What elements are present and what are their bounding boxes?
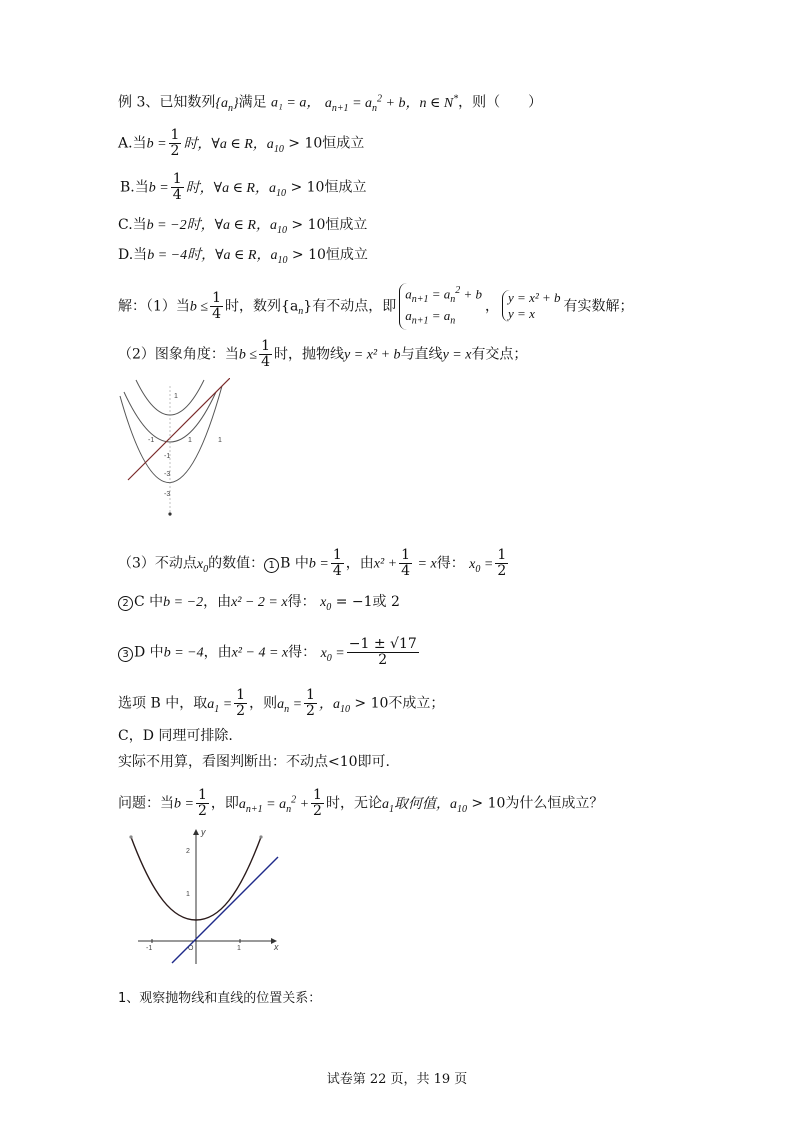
s9-eq: = a	[262, 796, 287, 812]
fraction	[210, 291, 223, 322]
solution-step-2	[118, 339, 527, 370]
option-a-b: b =	[146, 136, 167, 152]
fraction	[196, 788, 209, 819]
s4-res: = −1或 2	[331, 594, 400, 610]
sol2-lead: （2）图象角度：当	[118, 346, 239, 363]
s3-eq2: = x	[414, 556, 437, 572]
seq-sub: n	[227, 102, 233, 114]
option-b-sub: 10	[276, 187, 286, 199]
fraction	[169, 128, 182, 159]
s6-an-sub: n	[284, 703, 290, 715]
rel1: a₁ = a，	[271, 95, 321, 111]
fixed-point-d	[118, 637, 421, 668]
s5-text: D 中	[134, 644, 164, 661]
frac-num: 1	[401, 547, 411, 563]
rel2-star: *	[453, 93, 459, 104]
frac-num: 1	[197, 787, 207, 803]
sol1-mid: 时，数列{a	[225, 298, 299, 315]
s6-sub: 10	[339, 703, 350, 715]
s1a-sup: 2	[455, 285, 461, 296]
rel2-sub2: n	[372, 102, 378, 114]
fraction	[304, 688, 317, 719]
fraction	[234, 688, 247, 719]
s5-x: x	[320, 645, 327, 661]
frac-den: 4	[261, 354, 271, 370]
frac-den: 2	[197, 803, 207, 819]
frac-num: −1 ± √17	[348, 636, 417, 652]
parabola-upper	[136, 380, 204, 415]
frac-num: 1	[172, 171, 182, 187]
sol2-b: b ≤	[238, 347, 258, 363]
frac-den: 4	[332, 563, 342, 579]
s4-eq: x² − 2 = x	[231, 595, 288, 610]
option-c-rest: 时，∀a ∈ R，a	[186, 218, 277, 233]
circled-number: 3	[118, 647, 133, 662]
sol1-lead: 解：（1）当	[118, 298, 190, 315]
s9-a1-sub: 1	[388, 803, 394, 815]
fraction	[171, 172, 184, 203]
origin-label: O	[188, 945, 194, 952]
option-b-check	[118, 688, 444, 719]
s9-a-sub: n+1	[245, 803, 263, 815]
rel2-sup: 2	[377, 93, 383, 104]
option-c-expr: b = −2	[146, 218, 187, 233]
s8-text: 实际不用算，看图判断出：不动点<10即可.	[118, 754, 390, 770]
s7-text: C，D 同理可排除.	[118, 728, 233, 744]
s5-eqs: =	[331, 645, 345, 661]
option-d-expr: b = −4	[147, 248, 188, 263]
frac-den: 2	[313, 803, 322, 819]
exclusion-note	[118, 726, 233, 746]
s1a-sub: n+1	[411, 293, 429, 305]
s1a-tail: + b	[460, 286, 483, 302]
s5-x-sub: 0	[326, 652, 332, 664]
s4-text: C 中	[134, 594, 164, 610]
s4-x-sub: 0	[326, 601, 332, 613]
s5-mid: ，由	[203, 644, 232, 661]
fraction	[259, 339, 272, 370]
sol1-tail: 有实数解；	[563, 298, 634, 315]
s9-mid: ，即	[210, 795, 239, 812]
s5-eq: x² − 4 = x	[231, 645, 289, 661]
s5-mid2: 得：	[288, 644, 317, 661]
s6-tail: > 10不成立；	[349, 695, 445, 712]
example-stem	[118, 89, 542, 118]
x-tick-neg1: -1	[146, 945, 153, 952]
frac-num: 1	[313, 787, 322, 803]
s9-tail: > 10为什么恒成立？	[466, 795, 604, 812]
rel2-sub: n+1	[331, 102, 349, 114]
line-y-equals-x	[172, 857, 278, 963]
option-c-lead: C.当	[118, 217, 147, 233]
g1-tick-2: -1	[164, 453, 171, 460]
s1b-sub: n+1	[411, 315, 429, 327]
s3-x: x	[469, 556, 476, 572]
stem-mid: 满足	[238, 94, 267, 111]
fixed-point-c	[118, 592, 400, 618]
s6-a1-sub: 1	[214, 703, 220, 715]
s9-b: b =	[174, 796, 194, 812]
frac-den: 4	[401, 563, 411, 579]
sol1-b: b ≤	[189, 299, 209, 315]
option-a-lead: A.当	[118, 135, 147, 152]
s3-eq: x² +	[373, 556, 398, 572]
option-a-rest: 时，∀a ∈ R，a	[183, 136, 274, 152]
s9-mid3: 取何值，a	[393, 796, 457, 812]
frac-den: 4	[212, 305, 222, 322]
seq-open: {a	[215, 95, 228, 111]
g1-tick-3: 1	[188, 437, 192, 444]
s1b: a	[405, 307, 412, 323]
option-c-tail: > 10恒成立	[286, 217, 368, 233]
s1a-sub2: n	[450, 293, 456, 305]
frac-den: 4	[172, 187, 182, 203]
x-tick-1: 1	[237, 945, 241, 952]
option-d-tail: > 10恒成立	[287, 247, 368, 263]
s6-eq: =	[219, 696, 233, 712]
sol1-mid2: }有不动点，即	[303, 298, 397, 315]
s2a: y = x² + b	[508, 290, 561, 306]
s6-lead: 选项 B 中，取	[118, 695, 208, 712]
frac-num: 1	[212, 289, 222, 306]
rel2-tail: + b，n ∈ N	[382, 95, 454, 111]
sol2-mid2: 与直线	[400, 346, 443, 363]
rel2: a	[324, 95, 332, 111]
s3-x0: x	[196, 556, 204, 572]
frac-den: 2	[236, 703, 246, 719]
option-a	[118, 128, 364, 159]
sol1-comma: ，	[485, 298, 500, 315]
option-d	[118, 245, 368, 271]
frac-num: 1	[306, 687, 315, 703]
s3-eqs: =	[480, 556, 494, 572]
s6-a1: a	[207, 696, 215, 712]
endpoint-right	[259, 835, 262, 838]
sol1-sub: n	[298, 306, 304, 318]
question-line	[118, 788, 603, 819]
circled-number: 1	[264, 558, 279, 573]
vertex-point	[168, 512, 171, 515]
option-a-sub: 10	[273, 143, 284, 155]
graph-judgement-note	[118, 752, 390, 772]
parabola-line-graph	[128, 826, 286, 968]
s3-mid3: 得：	[436, 555, 465, 572]
g1-tick-4: 1	[218, 437, 222, 444]
rel2-rest: = a	[348, 95, 373, 111]
fraction	[311, 788, 324, 819]
s6-mid2: ，a	[318, 696, 340, 712]
x-axis-label: x	[274, 942, 279, 952]
frac-num: 1	[236, 687, 246, 703]
s9-a: a	[238, 796, 246, 812]
seq-close: }	[232, 95, 239, 111]
s9-mid2: 时，无论	[325, 795, 382, 812]
frac-den: 2	[497, 563, 507, 579]
s3-x-sub: 0	[475, 563, 481, 575]
option-d-lead: D.当	[118, 247, 148, 263]
frac-den: 2	[170, 143, 180, 159]
s6-an: a	[277, 696, 285, 712]
s5-expr: b = −4	[163, 645, 204, 661]
sol2-expr1: y = x² + b	[344, 347, 401, 363]
s9-a1: a	[381, 796, 389, 812]
frac-den: 2	[347, 652, 419, 668]
s9-plus: +	[296, 796, 310, 812]
option-b-b: b =	[148, 180, 169, 196]
fixed-point-b	[118, 548, 510, 579]
observe-heading	[118, 989, 321, 1009]
y-tick-2: 2	[186, 848, 190, 855]
example-label: 例 3、已知数列	[118, 94, 216, 111]
frac-den: 2	[306, 703, 315, 719]
s3-b: b =	[308, 556, 329, 572]
fraction	[399, 548, 412, 579]
solution-step-1	[118, 283, 634, 330]
s3-lead: （3）不动点	[118, 555, 197, 572]
s6-eq2: =	[289, 696, 303, 712]
frac-num: 1	[332, 547, 342, 563]
page-footer: 试卷第 22 页，共 19 页	[326, 1072, 468, 1087]
s6-mid: ，则	[249, 695, 278, 712]
s1b-sub2: n	[450, 315, 456, 327]
s3-x0-sub: 0	[203, 563, 209, 575]
y-axis-label: y	[201, 827, 206, 837]
s4-mid: ，由	[203, 594, 232, 610]
s3-b-text: B 中	[280, 555, 309, 572]
s9-sup: 2	[291, 793, 297, 805]
g1-tick-6: -3	[164, 491, 171, 498]
s9-sub2: n	[286, 803, 292, 815]
g1-tick-0: 1	[174, 393, 178, 400]
s10-text: 1、观察抛物线和直线的位置关系：	[118, 991, 322, 1006]
s4-expr: b = −2	[163, 595, 204, 610]
s1b-rest: = a	[428, 307, 451, 323]
s9-sub: 10	[456, 803, 467, 815]
equation-system-2	[502, 290, 560, 322]
y-tick-1: 1	[186, 891, 190, 898]
s9-lead: 问题：当	[118, 795, 174, 812]
option-b-rest: 时，∀a ∈ R，a	[185, 180, 276, 196]
sol2-mid: 时，抛物线	[274, 346, 345, 363]
option-d-sub: 10	[277, 254, 288, 266]
parabola-family-graph	[118, 378, 230, 518]
option-c	[118, 215, 367, 241]
s4-x: x	[320, 595, 327, 610]
option-a-tail: > 10恒成立	[283, 135, 365, 152]
s1a: a	[405, 286, 412, 302]
option-b-tail: > 10恒成立	[286, 179, 367, 196]
frac-num: 1	[497, 547, 507, 563]
circled-number: 2	[118, 596, 133, 611]
fraction	[347, 637, 419, 668]
fraction	[331, 548, 344, 579]
g1-tick-1: -1	[148, 437, 155, 444]
fraction	[495, 548, 508, 579]
endpoint-left	[129, 835, 132, 838]
s2b: y = x	[508, 306, 535, 322]
stem-tail: ，则（ ）	[458, 94, 543, 111]
sol2-expr2: y = x	[442, 347, 472, 363]
frac-num: 1	[261, 338, 271, 354]
option-b	[120, 172, 366, 203]
s3-mid: 的数值：	[208, 555, 265, 572]
s3-mid2: ，由	[345, 555, 374, 572]
frac-num: 1	[170, 127, 180, 143]
sol2-tail: 有交点；	[471, 346, 528, 363]
s1a-rest: = a	[428, 286, 451, 302]
option-b-lead: B.当	[120, 179, 149, 196]
g1-tick-5: -3	[164, 471, 171, 478]
option-c-sub: 10	[276, 224, 287, 236]
s4-mid2: 得：	[287, 594, 316, 610]
option-d-rest: 时，∀a ∈ R，a	[187, 248, 278, 263]
equation-system-1	[399, 283, 482, 330]
